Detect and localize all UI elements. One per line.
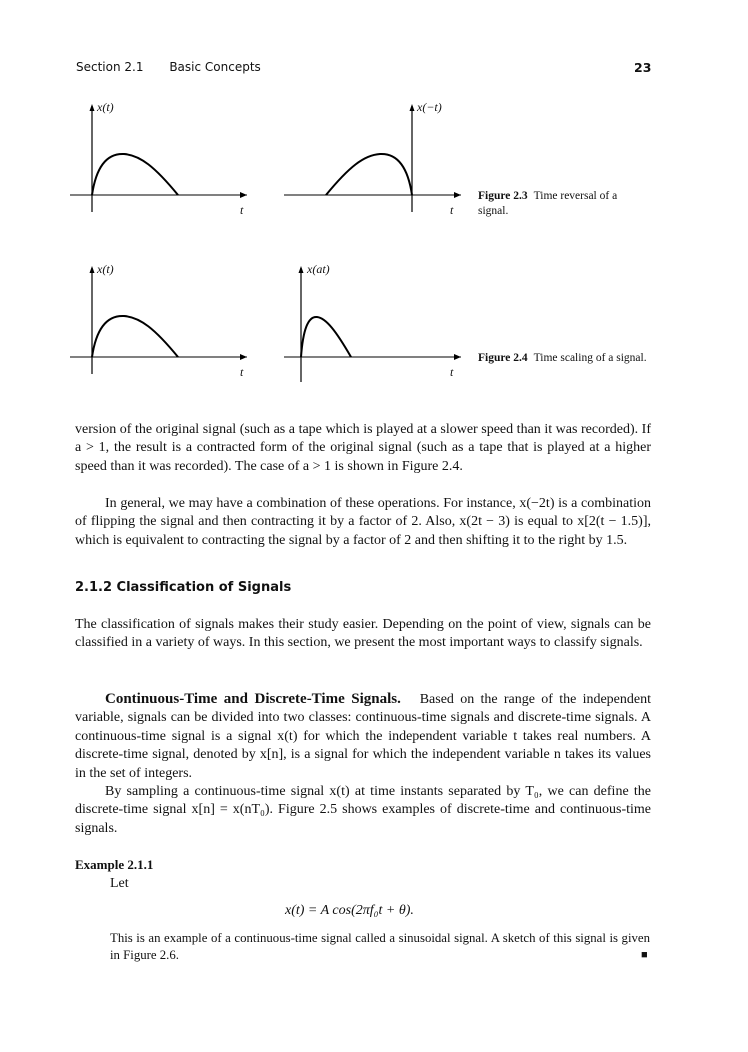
fig23-right-xlabel: t [450, 203, 454, 217]
paragraph-3: The classification of signals makes their study easier. Depending on the point of view, signals can be classified in a variety of ways. In this section, we present the most important ways to classify signals. [75, 617, 651, 651]
paragraph-4 [75, 690, 651, 783]
fig24-left-y-arrow [90, 266, 95, 273]
example-let: Let [110, 876, 129, 891]
paragraph-2: In general, we may have a combination of these operations. For instance, x(−2t) is a combination of flipping the signal and then contracting it by a factor of 2. Also, x(2t − 3) is equal to x[2(t − 1.5)], which is equivalent to contracting the signal by a factor of 2 and then shifting it to the right by 1.5. [75, 496, 651, 548]
fig24-left-xlabel: t [240, 365, 244, 379]
paragraph-4-text: Based on the range of the independent variable, signals can be divided into two classes: continuous-time signals and discrete-time signals. A continuous-time signal is a signal x(t) for which the independent variable t takes real numbers. A discrete-time signal, denoted by x[n], is a signal for which the independent variable n takes its values in the set of integers. [75, 692, 651, 781]
fig24-right-plot [284, 266, 461, 382]
fig24-left-x-arrow [240, 354, 247, 360]
runin-heading: Continuous-Time and Discrete-Time Signals. [105, 691, 401, 707]
example-text: This is an example of a continuous-time signal called a sinusoidal signal. A sketch of this signal is given in Figure 2.6. [110, 931, 650, 962]
fig23-left-x-arrow [240, 192, 247, 198]
page-number: 23 [634, 60, 652, 75]
example-title: Example 2.1.1 [75, 857, 154, 872]
fig23-caption [478, 189, 648, 219]
fig24-right-curve [301, 317, 351, 357]
fig24-left-ylabel: x(t) [97, 262, 114, 276]
header-title: Basic Concepts [169, 60, 261, 74]
example-equation: x(t) = A cos(2πf₀t + θ). [285, 903, 414, 918]
fig23-left-plot [70, 104, 247, 212]
fig24-caption-label: Figure 2.4 [478, 352, 528, 364]
fig24-right-ylabel: x(at) [307, 262, 330, 276]
fig23-left-ylabel: x(t) [97, 100, 114, 114]
fig23-left-xlabel: t [240, 203, 244, 217]
fig23-left-curve [92, 154, 178, 195]
fig23-right-plot [284, 104, 461, 212]
fig24-left-curve [92, 316, 178, 357]
fig23-caption-label: Figure 2.3 [478, 190, 528, 202]
section-heading: 2.1.2 Classification of Signals [75, 580, 292, 595]
fig23-right-y-arrow [410, 104, 415, 111]
fig23-right-x-arrow [454, 192, 461, 198]
fig24-right-xlabel: t [450, 365, 454, 379]
end-of-example-mark: ■ [641, 949, 648, 961]
fig24-caption [478, 351, 648, 366]
paragraph-1: version of the original signal (such as a tape which is played at a slower speed than it was recorded). If a > 1, the result is a contracted form of the original signal (such as a tape that is played at a higher speed than it was recorded). The case of a > 1 is shown in Figure 2.4. [75, 422, 651, 474]
fig24-caption-text: Time scaling of a signal. [533, 352, 647, 364]
fig24-right-y-arrow [299, 266, 304, 273]
paragraph-5: By sampling a continuous-time signal x(t) at time instants separated by T₀, we can define the discrete-time signal x[n] = x(nT₀). Figure 2.5 shows examples of discrete-time and continuous-time signals. [75, 784, 651, 836]
fig24-right-x-arrow [454, 354, 461, 360]
fig23-left-y-arrow [90, 104, 95, 111]
fig23-caption-text: Time reversal of a signal. [478, 190, 618, 217]
fig23-right-curve [326, 154, 412, 195]
header-section: Section 2.1 [76, 60, 144, 74]
fig24-left-plot [70, 266, 247, 374]
fig23-right-ylabel: x(−t) [417, 100, 442, 114]
